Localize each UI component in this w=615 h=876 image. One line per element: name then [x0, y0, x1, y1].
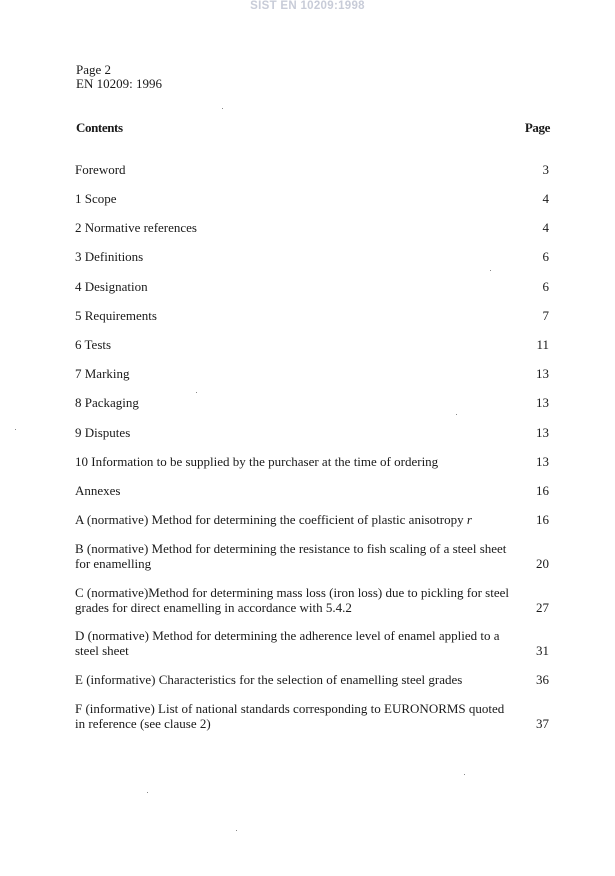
toc-entry-title: 2 Normative references [75, 220, 197, 235]
toc-entry-page: 36 [536, 672, 549, 687]
toc-entry-title: 10 Information to be supplied by the purchaser at the time of ordering [75, 454, 439, 469]
toc-entry-title: 7 Marking [75, 366, 130, 381]
toc-entry [75, 309, 549, 324]
toc-entry-title: 8 Packaging [75, 395, 139, 410]
watermark-text: SIST EN 10209:1998 [250, 0, 365, 12]
toc-entry [75, 192, 549, 207]
toc-entry-title: 5 Requirements [75, 308, 157, 323]
toc-entry [75, 426, 549, 441]
toc-entry-page: 16 [536, 512, 549, 527]
toc-entry-title: 9 Disputes [75, 425, 131, 440]
scan-speck [236, 830, 237, 831]
toc-entry-page: 13 [536, 395, 549, 410]
toc-entry [75, 629, 549, 658]
toc-entry-title: Annexes [75, 483, 121, 498]
toc-entry-page: 6 [542, 279, 549, 294]
toc-entry-page: 16 [536, 483, 549, 498]
toc-entry-title: E (informative) Characteristics for the selection of enamelling steel grades [75, 672, 463, 687]
toc-entry-title: C (normative)Method for determining mass loss (iron loss) due to pickling for steel grades for direct enamelling in accordance with 5.4.2 [75, 585, 509, 615]
toc-entry-page: 13 [536, 366, 549, 381]
scan-speck [147, 792, 148, 793]
contents-heading-row [76, 120, 550, 136]
toc-entry-title-text: A (normative) Method for determining the coefficient of plastic anisotropy [75, 512, 464, 527]
page-column-heading: Page [524, 120, 550, 135]
toc-entry [75, 221, 549, 236]
toc-entry [75, 367, 549, 382]
toc-entry-title-symbol: r [466, 512, 472, 527]
toc-entry-title: 4 Designation [75, 279, 148, 294]
toc-entry-page: 4 [542, 220, 549, 235]
toc-entry-title: D (normative) Method for determining the adherence level of enamel applied to a steel sheet [75, 628, 500, 658]
scan-speck [490, 270, 491, 271]
toc-entry-page: 37 [536, 715, 549, 731]
toc-entry [75, 396, 549, 411]
toc-entry-page: 13 [536, 454, 549, 469]
scan-speck [464, 774, 465, 775]
toc-entry-title: F (informative) List of national standards corresponding to EURONORMS quoted in reference (see clause 2) [75, 701, 505, 731]
toc-entry [75, 163, 549, 178]
toc-entry [75, 673, 549, 688]
standard-designation: EN 10209: 1996 [76, 76, 162, 91]
toc-entry-title: 6 Tests [75, 337, 112, 352]
toc-entry-page: 13 [536, 425, 549, 440]
toc-entry-page: 4 [542, 191, 549, 206]
toc-entry [75, 542, 549, 571]
toc-entry-title: 3 Definitions [75, 249, 144, 264]
toc-entry [75, 455, 549, 470]
page-header [76, 63, 162, 91]
toc-entry-title: 1 Scope [75, 191, 117, 206]
toc-entry [75, 586, 549, 615]
toc-entry-title: Foreword [75, 162, 126, 177]
toc-entry-page: 6 [542, 249, 549, 264]
toc-entry-page: 31 [536, 642, 549, 658]
toc-entry [75, 484, 549, 499]
toc-entry-page: 11 [536, 337, 549, 352]
toc-entry-page: 20 [536, 555, 549, 571]
toc-entry [75, 338, 549, 353]
scan-speck [222, 108, 223, 109]
scan-speck [15, 429, 16, 430]
scan-speck [196, 392, 197, 393]
toc-entry [75, 250, 549, 265]
toc-entry-title [75, 513, 515, 528]
toc-entry [75, 702, 549, 731]
toc-entry [75, 513, 549, 528]
contents-heading: Contents [76, 120, 123, 135]
toc-entry-title: B (normative) Method for determining the resistance to fish scaling of a steel sheet for enamelling [75, 541, 507, 571]
scan-speck [456, 414, 457, 415]
toc-entry-page: 7 [542, 308, 549, 323]
toc-entry [75, 280, 549, 295]
toc-entry-page: 27 [536, 599, 549, 615]
page-number-label: Page 2 [76, 62, 112, 77]
toc-entry-page: 3 [542, 162, 549, 177]
